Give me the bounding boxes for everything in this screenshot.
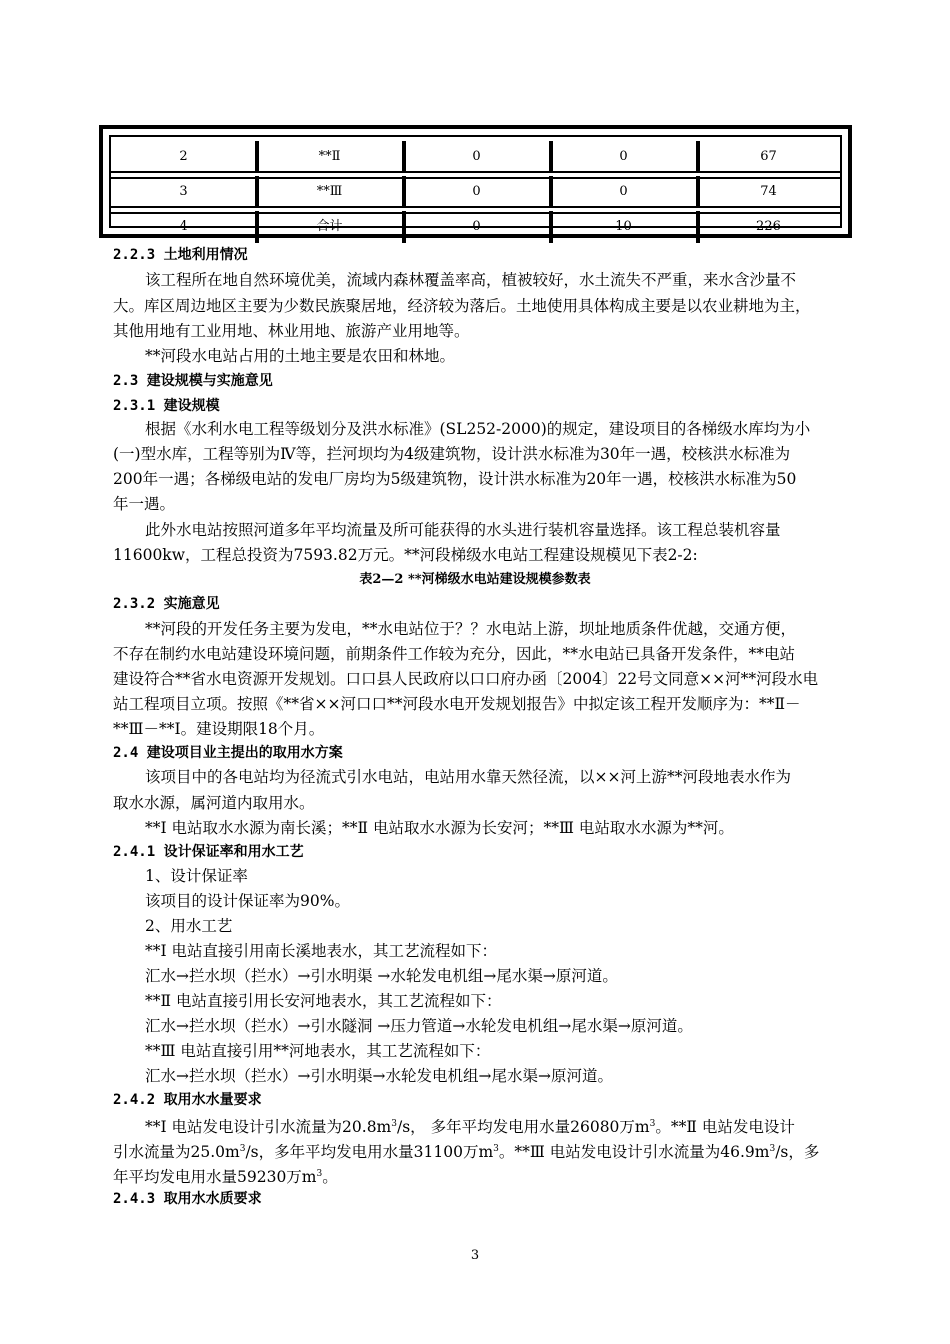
paragraph-line: 该项目中的各电站均为径流式引水电站，电站用水靠天然径流，以××河上游**河段地表水作为 [145,768,791,786]
paragraph-line: 取水水源，属河道内取用水。 [113,794,315,812]
paragraph-line: (一)型水库，工程等别为Ⅳ等，拦河坝均为4级建筑物，设计洪水标准为30年一遇，校核洪水标准为 [113,445,791,463]
paragraph-line: 汇水→拦水坝（拦水）→引水明渠 →水轮发电机组→尾水渠→原河道。 [145,967,618,985]
paragraph-line: 年平均发电用水量59230万$m^3$。 [113,1168,338,1187]
table-cell: 4 [111,213,256,241]
paragraph-line: 汇水→拦水坝（拦水）→引水隧洞 →压力管道→水轮发电机组→尾水渠→原河道。 [145,1017,693,1035]
heading-2-4-3: 2.4.3 取用水水质要求 [113,1191,262,1207]
paragraph-line: 年一遇。 [113,495,176,513]
paragraph-line: **河段水电站占用的土地主要是农田和林地。 [145,347,456,365]
table-caption: 表2—2 **河梯级水电站建设规模参数表 [359,572,591,587]
table-cell: 67 [760,149,777,164]
paragraph-line: **Ⅲ－**Ⅰ。建设期限18个月。 [113,720,325,738]
table-cell: **Ⅲ [256,178,403,206]
table-cell: 3 [111,178,256,206]
table-cell: 0 [403,213,550,241]
heading-2-3: 2.3 建设规模与实施意见 [113,373,273,389]
paragraph-line: **Ⅱ 电站直接引用长安河地表水，其工艺流程如下： [145,992,502,1010]
paragraph-line: 1、设计保证率 [145,867,248,885]
table-cell: 0 [550,178,697,206]
table-row [111,143,840,171]
paragraph-line: 汇水→拦水坝（拦水）→引水明渠→水轮发电机组→尾水渠→原河道。 [145,1067,613,1085]
paragraph-line: 此外水电站按照河道多年平均流量及所可能获得的水头进行装机容量选择。该工程总装机容量 [145,521,781,539]
paragraph-line: 不存在制约水电站建设环境问题，前期条件工作较为充分，因此，**水电站已具备开发条件，**电站 [113,645,796,663]
table-cell: 0 [403,143,550,171]
table-cell: 74 [760,184,777,199]
heading-2-3-1: 2.3.1 建设规模 [113,398,220,414]
paragraph-line: **Ⅰ 电站发电设计引水流量为$20.8m^3/s$， 多年平均发电用水量26080万$m^3$。**Ⅱ 电站发电设计 [145,1118,795,1137]
table-cell: 合计 [256,213,403,241]
table-cell: 10 [550,213,697,241]
paragraph-line: 大。库区周边地区主要为少数民族聚居地，经济较为落后。土地使用具体构成主要是以农业耕地为主， [113,297,811,315]
paragraph-line: **Ⅲ 电站直接引用**河地表水，其工艺流程如下： [145,1042,491,1060]
paragraph-line: 引水流量为$25.0m^3/s$，多年平均发电用水量31100万$m^3$。**Ⅲ 电站发电设计引水流量为$46.9m^3/s$，多 [113,1143,820,1162]
heading-2-4: 2.4 建设项目业主提出的取用水方案 [113,745,343,761]
paragraph-line: 该工程所在地自然环境优美，流域内森林覆盖率高，植被较好，水土流失不严重，来水含沙量不 [145,271,797,289]
paragraph-line: 根据《水利水电工程等级划分及洪水标准》(SL252-2000)的规定，建设项目的各梯级水库均为小 [145,420,811,438]
paragraph-line: **Ⅰ 电站取水水源为南长溪；**Ⅱ 电站取水水源为长安河；**Ⅲ 电站取水水源为**河。 [145,819,734,837]
paragraph-line: 2、用水工艺 [145,917,233,935]
paragraph-line: 站工程项目立项。按照《**省××河口口**河段水电开发规划报告》中拟定该工程开发顺序为：**Ⅱ－ [113,695,801,713]
paragraph-line: 200年一遇；各梯级电站的发电厂房均为5级建筑物，设计洪水标准为20年一遇，校核洪水标准为50 [113,470,797,488]
heading-2-2-3: 2.2.3 土地利用情况 [113,247,248,263]
heading-2-4-2: 2.4.2 取用水水量要求 [113,1092,262,1108]
table-row [111,213,840,241]
paragraph-line: 建设符合**省水电资源开发规划。口口县人民政府以口口府办函〔2004〕22号文同意××河**河段水电 [113,670,819,688]
data-table [99,125,852,238]
table-cell: 226 [756,219,781,234]
paragraph-line: **Ⅰ 电站直接引用南长溪地表水，其工艺流程如下： [145,942,498,960]
table-cell: 0 [403,178,550,206]
heading-2-4-1: 2.4.1 设计保证率和用水工艺 [113,844,304,860]
page-number: 3 [470,1248,480,1263]
paragraph-line: 11600kw，工程总投资为7593.82万元。**河段梯级水电站工程建设规模见下表2-2: [113,546,698,564]
paragraph-line: 其他用地有工业用地、林业用地、旅游产业用地等。 [113,322,470,340]
heading-2-3-2: 2.3.2 实施意见 [113,596,220,612]
table-row [111,178,840,206]
paragraph-line: 该项目的设计保证率为90%。 [145,892,350,910]
table-cell: **Ⅱ [256,143,403,171]
table-cell: 2 [111,143,256,171]
table-cell: 0 [550,143,697,171]
paragraph-line: **河段的开发任务主要为发电，**水电站位于？？水电站上游，坝址地质条件优越，交通方便， [145,620,797,638]
